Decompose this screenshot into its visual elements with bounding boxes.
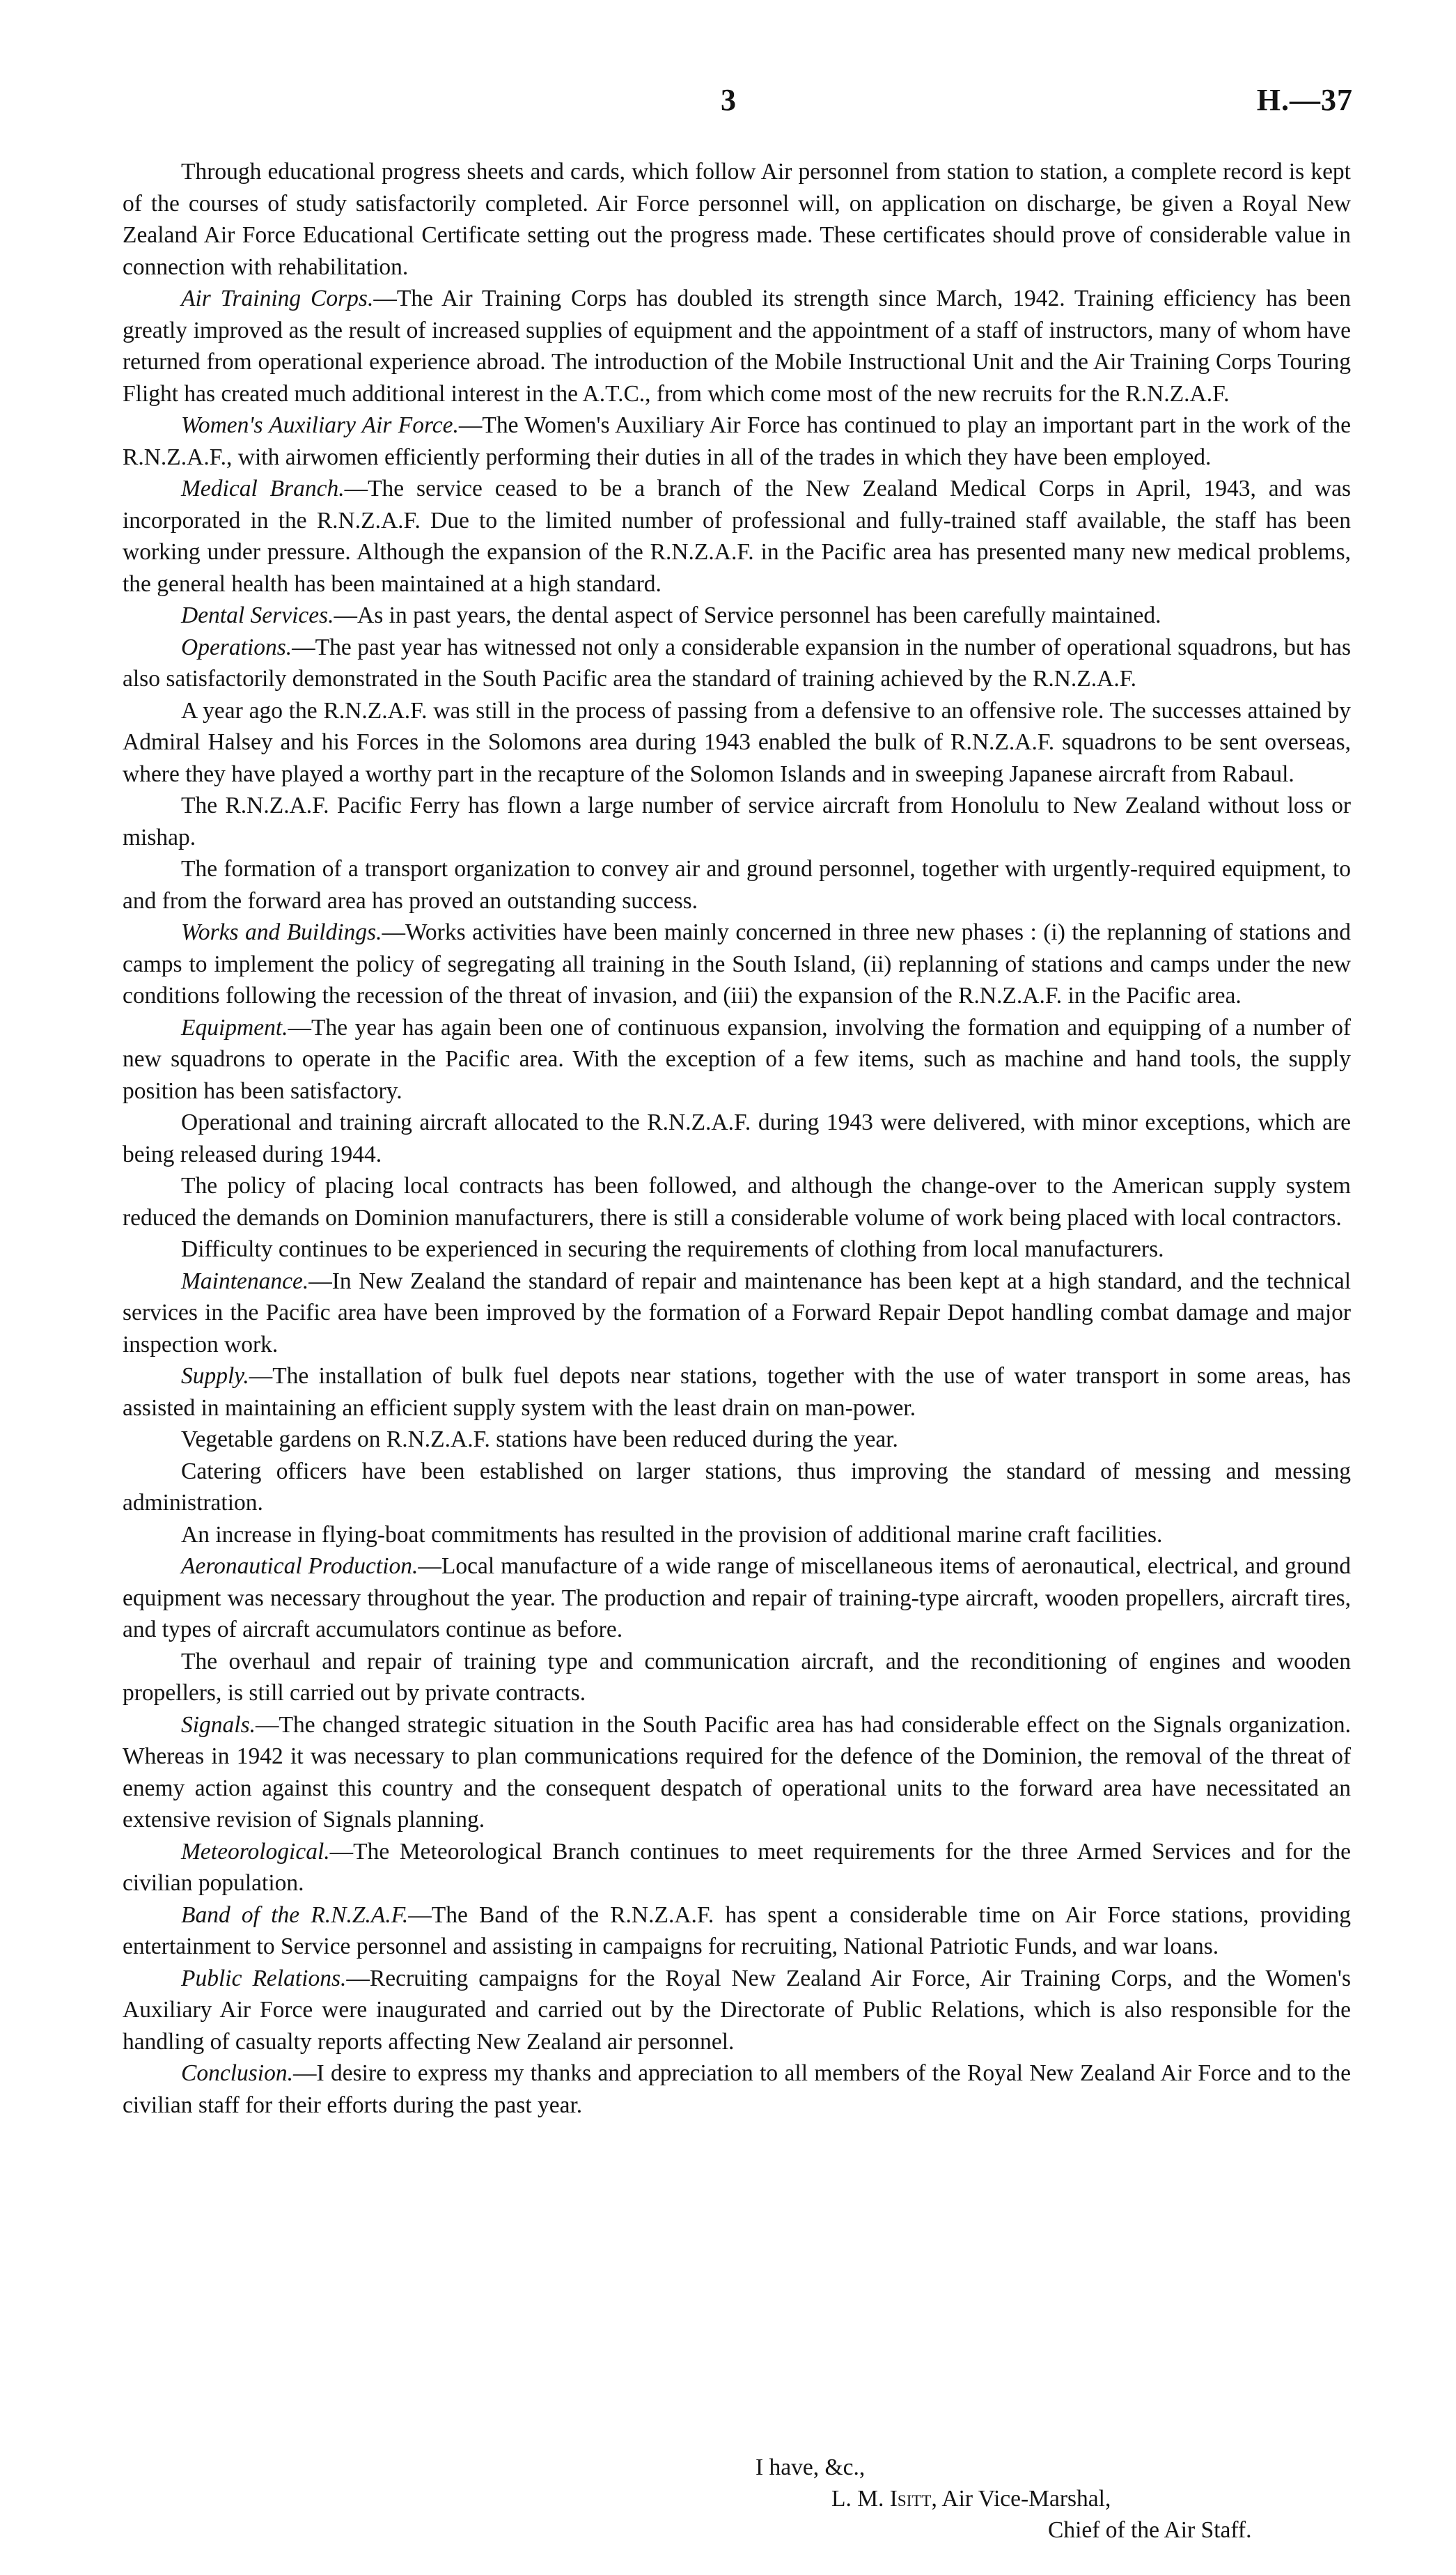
paragraph (123, 1234, 1351, 1266)
paragraph-text: —The past year has witnessed not only a considerable expansion in the number of operational squadrons, but has also satisfactorily demonstrated in the South Pacific area the standard of training achieved by the R.N.Z.A.F. (123, 634, 1351, 692)
paragraph (123, 1550, 1351, 1646)
paragraph (123, 917, 1351, 1012)
section-heading: Supply. (181, 1363, 249, 1389)
paragraph (123, 2057, 1351, 2121)
paragraph-text: The overhaul and repair of training type and communication aircraft, and the reconditioning of engines and wooden propellers, is still carried out by private contracts. (123, 1648, 1351, 1706)
paragraph (123, 1519, 1351, 1551)
paragraph (123, 1266, 1351, 1361)
section-heading: Air Training Corps. (181, 286, 374, 311)
section-heading: Meteorological. (181, 1838, 330, 1865)
signatory-rank: , Air Vice-Marshal, (931, 2486, 1111, 2512)
report-body (123, 156, 1351, 2121)
paragraph (123, 1836, 1351, 1899)
paragraph (123, 1360, 1351, 1424)
page-header (0, 82, 1456, 131)
signatory-line (831, 2483, 1111, 2514)
paragraph-text: The R.N.Z.A.F. Pacific Ferry has flown a large number of service aircraft from Honolulu to New Zealand without loss or mishap. (123, 793, 1351, 850)
section-heading: Public Relations. (181, 1965, 347, 1991)
paragraph (123, 1963, 1351, 2058)
paragraph (123, 1107, 1351, 1170)
signatory-title: Chief of the Air Staff. (1048, 2517, 1252, 2543)
paragraph-text: The policy of placing local contracts has been followed, and although the change-over to the American supply system reduced the demands on Dominion manufacturers, there is still a considerable volume of work being placed with local contractors. (123, 1173, 1351, 1231)
section-heading: Dental Services. (181, 602, 334, 628)
paragraph-text: —The Meteorological Branch continues to meet requirements for the three Armed Services and for the civilian population. (123, 1838, 1351, 1896)
paragraph-text: —The Women's Auxiliary Air Force has continued to play an important part in the work of the R.N.Z.A.F., with airwomen efficiently performing their duties in all of the trades in which they have been employed. (123, 412, 1351, 470)
paragraph-text: An increase in flying-boat commitments has resulted in the provision of additional marine craft facilities. (181, 1521, 1163, 1548)
section-heading: Medical Branch. (181, 476, 345, 501)
section-heading: Operations. (181, 634, 292, 660)
section-heading: Women's Auxiliary Air Force. (181, 412, 459, 438)
paragraph-text: —The service ceased to be a branch of the New Zealand Medical Corps in April, 1943, and was incorporated in the R.N.Z.A.F. Due to the limited number of professional and fully-trained staff available, the staff has been working under pressure. Although the expansion of the R.N.Z.A.F. in the Pacific area has presented many new medical problems, the general health has been maintained at a high standard. (123, 476, 1351, 597)
section-heading: Aeronautical Production. (181, 1553, 418, 1579)
paragraph-text: The formation of a transport organization to convey air and ground personnel, together with urgently-required equipment, to and from the forward area has proved an outstanding success. (123, 856, 1351, 914)
paragraph (123, 853, 1351, 917)
paragraph-text: Operational and training aircraft allocated to the R.N.Z.A.F. during 1943 were delivered, with minor exceptions, which are being released during 1944. (123, 1110, 1351, 1167)
paragraph-text: Vegetable gardens on R.N.Z.A.F. stations have been reduced during the year. (181, 1426, 898, 1452)
paragraph (123, 790, 1351, 853)
section-heading: Works and Buildings. (181, 919, 382, 945)
closing-greeting: I have, &c., (756, 2455, 866, 2480)
paragraph-text: —As in past years, the dental aspect of Service personnel has been carefully maintained. (334, 602, 1161, 628)
paragraph-text: —In New Zealand the standard of repair and maintenance has been kept at a high standard, and the technical services in the Pacific area have been improved by the formation of a Forward Repair Depot handling combat damage and major inspection work. (123, 1268, 1351, 1357)
paragraph-text: Through educational progress sheets and cards, which follow Air personnel from station to station, a complete record is kept of the courses of study satisfactorily completed. Air Force personnel will, on application on discharge, be given a Royal New Zealand Air Force Educational Certificate setting out the progress made. These certificates should prove of considerable value in connection with rehabilitation. (123, 159, 1351, 280)
paragraph-text: —The installation of bulk fuel depots near stations, together with the use of water transport in some areas, has assisted in maintaining an efficient supply system with the least drain on man-power. (123, 1363, 1351, 1421)
paragraph (123, 283, 1351, 410)
paragraph (123, 410, 1351, 473)
paragraph (123, 1646, 1351, 1709)
paragraph (123, 1012, 1351, 1107)
paragraph-text: —Works activities have been mainly concerned in three new phases : (i) the replanning of stations and camps to implement the policy of segregating all training in the South Island, (ii) replanning of stations and camps under the new conditions following the recession of the threat of invasion, and (iii) the expansion of the R.N.Z.A.F. in the Pacific area. (123, 919, 1351, 1009)
paragraph-text: —The year has again been one of continuous expansion, involving the formation and equipping of a number of new squadrons to operate in the Pacific area. With the exception of a few items, such as machine and hand tools, the supply position has been satisfactory. (123, 1014, 1351, 1104)
paragraph (123, 1424, 1351, 1456)
paragraph (123, 1899, 1351, 1963)
section-heading: Band of the R.N.Z.A.F. (181, 1901, 409, 1928)
section-heading: Signals. (181, 1711, 256, 1738)
signatory-name: L. M. Isitt (831, 2486, 932, 2512)
paragraph-text: —The Band of the R.N.Z.A.F. has spent a considerable time on Air Force stations, providing entertainment to Service personnel and assisting in campaigns for recruiting, National Patriotic Funds, and war loans. (123, 1901, 1351, 1959)
section-heading: Equipment. (181, 1014, 288, 1041)
paragraph-text: —The Air Training Corps has doubled its strength since March, 1942. Training efficiency has been greatly improved as the result of increased supplies of equipment and the appointment of a staff of instructors, many of whom have returned from operational experience abroad. The introduction of the Mobile Instructional Unit and the Air Training Corps Touring Flight has created much additional interest in the A.T.C., from which come most of the new recruits for the R.N.Z.A.F. (123, 286, 1351, 407)
paragraph-text: Difficulty continues to be experienced in securing the requirements of clothing from local manufacturers. (181, 1236, 1164, 1262)
paragraph-text: —I desire to express my thanks and appreciation to all members of the Royal New Zealand Air Force and to the civilian staff for their efforts during the past year. (123, 2060, 1351, 2118)
paragraph-text: A year ago the R.N.Z.A.F. was still in the process of passing from a defensive to an offensive role. The successes attained by Admiral Halsey and his Forces in the Solomons area during 1943 enabled the bulk of R.N.Z.A.F. squadrons to be sent overseas, where they have played a worthy part in the recapture of the Solomon Islands and in sweeping Japanese aircraft from Rabaul. (123, 697, 1351, 787)
section-heading: Conclusion. (181, 2060, 293, 2086)
paragraph (123, 600, 1351, 632)
page-number: 3 (721, 83, 736, 117)
section-heading: Maintenance. (181, 1268, 309, 1294)
paragraph-text: —Recruiting campaigns for the Royal New Zealand Air Force, Air Training Corps, and the Women's Auxiliary Air Force were inaugurated and carried out by the Directorate of Public Relations, which is also responsible for the handling of casualty reports affecting New Zealand air personnel. (123, 1965, 1351, 2055)
paragraph (123, 695, 1351, 791)
paragraph-text: —The changed strategic situation in the South Pacific area has had considerable effect on the Signals organization. Whereas in 1942 it was necessary to plan communications required for the defence of the Dominion, the removal of the threat of enemy action against this country and the consequent despatch of operational units to the forward area have necessitated an extensive revision of Signals planning. (123, 1711, 1351, 1833)
paragraph (123, 632, 1351, 695)
paragraph (123, 1709, 1351, 1836)
paragraph-text: —Local manufacture of a wide range of miscellaneous items of aeronautical, electrical, and ground equipment was necessary throughout the year. The production and repair of training-type aircraft, wooden propellers, aircraft tires, and types of aircraft accumulators continue as before. (123, 1553, 1351, 1642)
document-reference: H.—37 (1256, 83, 1353, 117)
paragraph-text: Catering officers have been established on larger stations, thus improving the standard of messing and messing administration. (123, 1458, 1351, 1516)
paragraph (123, 156, 1351, 283)
paragraph (123, 473, 1351, 600)
paragraph (123, 1456, 1351, 1519)
paragraph (123, 1170, 1351, 1234)
